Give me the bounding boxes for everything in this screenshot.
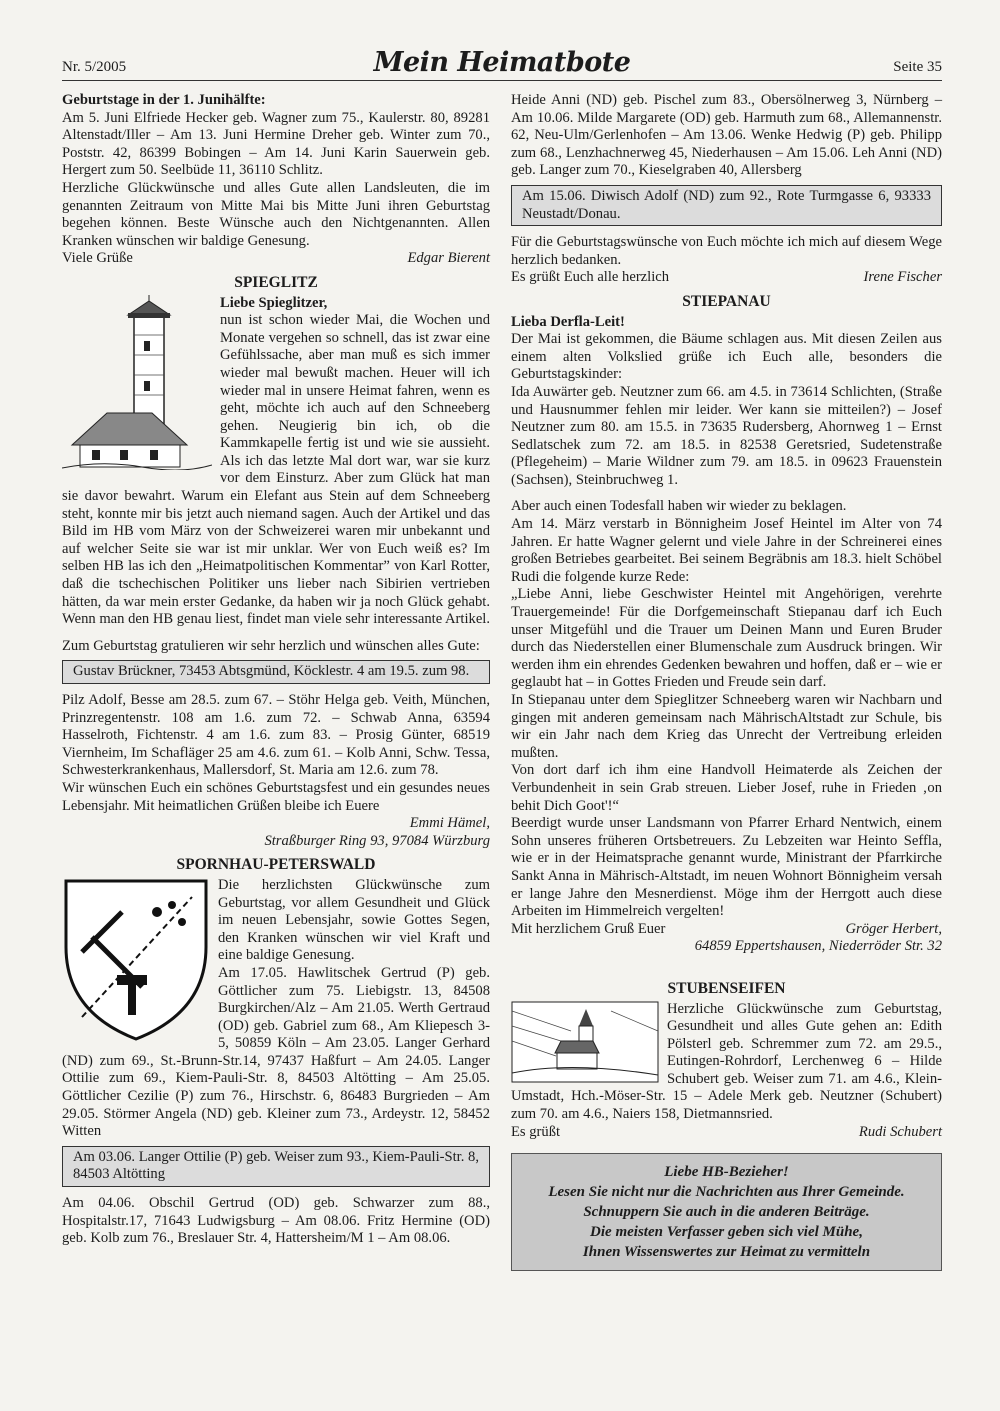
- right-column: [511, 92, 942, 1271]
- section-title-spornhau: SPORNHAU-PETERSWALD: [176, 856, 376, 874]
- stiepanau-speech-3: Von dort darf ich ihm eine Handvoll Heimaterde als Zeichen der Verbundenheit in sein Grab streuen. Lieber Josef, ruhe in Frieden ‚on behit Dich Goot'!“: [511, 762, 942, 814]
- birthday-list-cont: Heide Anni (ND) geb. Pischel zum 83., Obersölnerweg 3, Nürnberg – Am 10.06. Milde Margarete (OD) geb. Harmuth zum 68., Allemannenstr. 62, Neu-Ulm/Gerlenhofen – Am 13.06. Wenke Hedwig (P) geb. Philipp zum 68., Lenzhachnerweg 45, Niederhausen – Am 15.06. Leh Anni (ND) geb. Langer zum 70., Kieselgraben 40, Allersberg: [511, 92, 942, 179]
- notice-line: Ihnen Wissenswertes zur Heimat zu vermitteln: [582, 1244, 871, 1261]
- author-name: Gröger Herbert,: [845, 920, 942, 937]
- spieglitz-address: Straßburger Ring 93, 97084 Würzburg: [264, 832, 490, 849]
- notice-line: Schnuppern Sie auch in die anderen Beiträge.: [583, 1204, 870, 1221]
- stubenseifen-text: Herzliche Glückwünsche zum Geburtstag, Gesundheit und alles Gute gehen an: Edith Pölsterl geb. Schremmer zum 72. am 29.5., Eutingen-Rohrdorf, Lerchenweg 6 – Hilde Schubert geb. Weiser zum 71. am 4.6., Klein-Umstadt, Hch.-Möser-Str. 15 – Adele Merk geb. Neutzner (Schubert) zum 70. am 4.6., Naiers 158, Dietmannsried.: [511, 1000, 942, 1123]
- notice-line: Die meisten Verfasser geben sich viel Mühe,: [590, 1224, 863, 1241]
- signature-line: [62, 250, 490, 268]
- spieglitz-congrats: Zum Geburtstag gratulieren wir sehr herzlich und wünschen alles Gute:: [62, 637, 480, 654]
- spornhau-text: Die herzlichsten Glückwünsche zum Geburtstag, vor allem Gesundheit und Glück im neuen Lebensjahr, sowie Gottes Segen, den Kranken wünschen wir viel Kraft und eine baldige Genesung.: [218, 876, 490, 964]
- author-name: Edgar Bierent: [407, 250, 490, 267]
- reader-notice-box: [511, 1153, 942, 1271]
- highlight-text: Am 03.06. Langer Ottilie (P) geb. Weiser zum 93., Kiem-Pauli-Str. 8, 84503 Altötting: [73, 1148, 479, 1183]
- stiepanau-burial: Beerdigt wurde unser Landsmann von Pfarrer Erhard Nentwich, einem Sohn unseres früheren Ortsbetreuers. Zu Lebzeiten war Heinto Seffla, wie er in der Heimatsprache genannt wurde, Ministrant der Pfarrkirche Sankt Anna in Mährisch-Altstadt, im neuen Wohnort Bönnigheim versah er lange Jahre den Mesnerdienst. Möge ihm der Herrgott auch diese Arbeiten im Himmelreich vergelten!: [511, 815, 942, 920]
- spieglitz-closing: Wir wünschen Euch ein schönes Geburtstagsfest und ein gesundes neues Lebensjahr. Mit heimatlichen Grüßen bleibe ich Euere: [62, 779, 490, 814]
- spieglitz-salutation: Liebe Spieglitzer,: [220, 294, 328, 311]
- highlight-box: [62, 1146, 490, 1187]
- masthead-title: Mein Heimatbote: [373, 47, 631, 78]
- thanks-text: Für die Geburtstagswünsche von Euch möchte ich mich auf diesem Wege herzlich bedanken.: [511, 234, 942, 268]
- stiepanau-birthday-list: Ida Auwärter geb. Neutzner zum 66. am 4.5. in 73614 Schlichten, (Straße und Hausnummer fehlen mir leider. Wer kann sie mitteilen?) – Josef Neutzner zum 80. am 15.5. in 73635 Rudersberg, Ahornweg 1 – Ernst Sedlatschek zum 72. am 18.5. in 82538 Geretsried, Sudetenstraße (Pflegeheim) – Marie Wildner zum 79. am 18.5. in 09623 Frauenstein (Sachsen), Steinbruchweg 1.: [511, 383, 942, 488]
- coat-of-arms-emblem: [62, 877, 210, 1042]
- greeting: Es grüßt: [511, 1123, 561, 1140]
- left-column: [62, 92, 490, 1248]
- spieglitz-birthday-list: Pilz Adolf, Besse am 28.5. zum 67. – Stöhr Helga geb. Veith, München, Prinzregentenstr. 108 am 1.6. zum 72. – Schwab Anna, 63594 Hasselroth, Fichtenstr. 4 am 1.6. zum 83. – Prosig Günter, 68519 Viernheim, Im Schafläger 25 am 4.6. zum 61. – Kolb Anni, Schw. Tessa, Schwesterkrankenhaus, Mallersdorf, St. Maria am 12.6. zum 78.: [62, 692, 490, 779]
- spornhau-birthday-list: Am 17.05. Hawlitschek Gertrud (P) geb. Göttlicher zum 75. Liebigstr. 13, 84508 Burgkirchen/Alz – Am 21.05. Werth Gertraud (OD) geb. Gabriel zum 68., Am Kliepesch 3-5, 50859 Köln – Am 23.05. Langer Gerhard (ND) zum 69., St.-Brunn-Str.14, 97437 Haßfurt – Am 24.05. Langer Ottilie zum 69., Kiem-Pauli-Str. 8, 84503 Altötting – Am 25.05. Göttlicher Cezilie (P) zum 76., Hirschstr. 6, 86483 Burgrieden – Am 29.05. Störmer Angela (ND) geb. Kleiner zum 73., Ardeystr. 12, 58452 Witten: [62, 964, 490, 1140]
- stiepanau-death-intro: Aber auch einen Todesfall haben wir wieder zu beklagen.: [511, 498, 847, 515]
- stiepanau-salutation: Lieba Derfla-Leit!: [511, 313, 625, 330]
- highlight-text: Gustav Brückner, 73453 Abtsgmünd, Köcklestr. 4 am 19.5. zum 98.: [73, 663, 470, 680]
- section-title-spieglitz: SPIEGLITZ: [234, 273, 318, 291]
- page-header: [62, 40, 942, 81]
- issue-number: Nr. 5/2005: [62, 59, 127, 75]
- tower-illustration: [62, 295, 212, 470]
- notice-line: Lesen Sie nicht nur die Nachrichten aus Ihrer Gemeinde.: [548, 1184, 905, 1201]
- birthday-heading: Geburtstage in der 1. Junihälfte:: [62, 92, 266, 108]
- signature-line: [511, 921, 942, 939]
- spieglitz-signature: Emmi Hämel,: [409, 815, 490, 832]
- highlight-text: Am 15.06. Diwisch Adolf (ND) zum 92., Rote Turmgasse 6, 93333 Neustadt/Donau.: [522, 187, 931, 222]
- author-name: Irene Fischer: [863, 269, 942, 286]
- greeting: Viele Grüße: [62, 250, 133, 267]
- stiepanau-death-notice: Am 14. März verstarb in Bönnigheim Josef Heintel im Alter von 74 Jahren. Er hatte Wagner gelernt und viele Jahre in der Schreinerei eines großen Betriebes gearbeitet. Bei seinem Begräbnis am 18.3. hielt Schöbel Rudi die folgende kurze Rede:: [511, 516, 942, 585]
- section-title-stubenseifen: STUBENSEIFEN: [667, 979, 786, 997]
- greeting: Mit herzlichem Gruß Euer: [511, 920, 666, 937]
- spieglitz-letter: nun ist schon wieder Mai, die Wochen und Monate vergehen so schnell, das ist zwar eine Gefühlssache, aber man muß es sich immer wieder mal bewußt machen. Heuer will ich wieder mal in unsere Heimat fahren, wenn es geht, möchte ich auch auf den Schneeberg gehen. Neugierig bin ich, ob die Kammkapelle fertig ist und wie sie aussieht. Als ich das letzte Mal dort war, war sie kurz vor dem Einsturz. Aber zum Glück hat man sie davor bewahrt. Warum ein Elefant aus Stein auf dem Schneeberg steht, konnte mir bis jetzt auch niemand sagen. Auch der Artikel und das Bild im HB vom März von der Schweizerei waren mir unbekannt und auf welcher Seite sie war ist mir unklar. Wer von Euch weiß es? Im selben HB las ich den „Heimatpolitischen Kommentar” von Karl Rotter, daß die tschechischen Politiker uns lieber nach Sibirien vertrieben hätten, da war mein erster Gedanke, da haben wir ja noch Glück gehabt. Wenn man den HB genau liest, findet man viele sehr interessante Artikel.: [62, 312, 490, 628]
- stiepanau-speech-2: In Stiepanau unter dem Spieglitzer Schneeberg waren wir Nachbarn und gingen mit anderen gemeinsam nach MährischAltstadt zur Schule, bis wir ein Jahr nach dem Krieg das Unrecht der Vertreibung erleiden mußten.: [511, 692, 942, 761]
- highlight-box: [62, 660, 490, 684]
- author-address: 64859 Eppertshausen, Niederröder Str. 32: [694, 938, 942, 955]
- signature-line: [511, 269, 942, 287]
- birthday-text: Am 5. Juni Elfriede Hecker geb. Wagner zum 75., Kaulerstr. 80, 89281 Altenstadt/Iller – Am 13. Juni Hermine Dreher geb. Winter zum 70., Poststr. 42, 86399 Bobingen – Am 14. Juni Karin Sauerwein geb. Hergert zum 50. Seelbüde 11, 36110 Schlitz.: [62, 109, 490, 179]
- stiepanau-intro: Der Mai ist gekommen, die Bäume schlagen aus. Mit diesen Zeilen aus einem alten Volkslied grüße ich Euch alle, besonders die Geburtstagskinder:: [511, 331, 942, 383]
- section-title-stiepanau: STIEPANAU: [682, 292, 771, 310]
- author-name: Rudi Schubert: [858, 1123, 942, 1140]
- highlight-box: [511, 185, 942, 226]
- notice-line: Liebe HB-Bezieher!: [664, 1164, 789, 1181]
- stiepanau-speech: „Liebe Anni, liebe Geschwister Heintel mit Angehörigen, verehrte Trauergemeinde! Für die Dorfgemeinschaft Stiepanau darf ich Euch unser Mitgefühl und die Trauer um Deinen Mann und Euren Bruder durch das Niederstellen einer Blumenschale zum Ausdruck bringen. Wir werden ihm ein ehrendes Gedenken bewahren und hoffen, daß er – wie er geglaubt hat – in Gottes Frieden und Freude sein darf.: [511, 586, 942, 691]
- signature-line: [511, 1124, 942, 1142]
- chapel-illustration: [511, 1001, 659, 1083]
- greeting: Es grüßt Euch alle herzlich: [511, 269, 670, 286]
- page-number: Seite 35: [893, 59, 942, 75]
- spornhau-birthday-list-cont: Am 04.06. Obschil Gertrud (OD) geb. Schwarzer zum 88., Hospitalstr.17, 71643 Ludwigsburg – Am 08.06. Fritz Hermine (OD) geb. Kolb zum 76., Breslauer Str. 4, Hattersheim/M 1 – Am 08.06.: [62, 1195, 490, 1247]
- birthday-wishes: Herzliche Glückwünsche und alles Gute allen Landsleuten, die im genannten Zeitraum von Mitte Mai bis Mitte Juni ihren Geburtstag begehen können. Beste Wünsche auch den Nichtgenannten. Allen Kranken wünschen wir baldige Genesung.: [62, 179, 490, 249]
